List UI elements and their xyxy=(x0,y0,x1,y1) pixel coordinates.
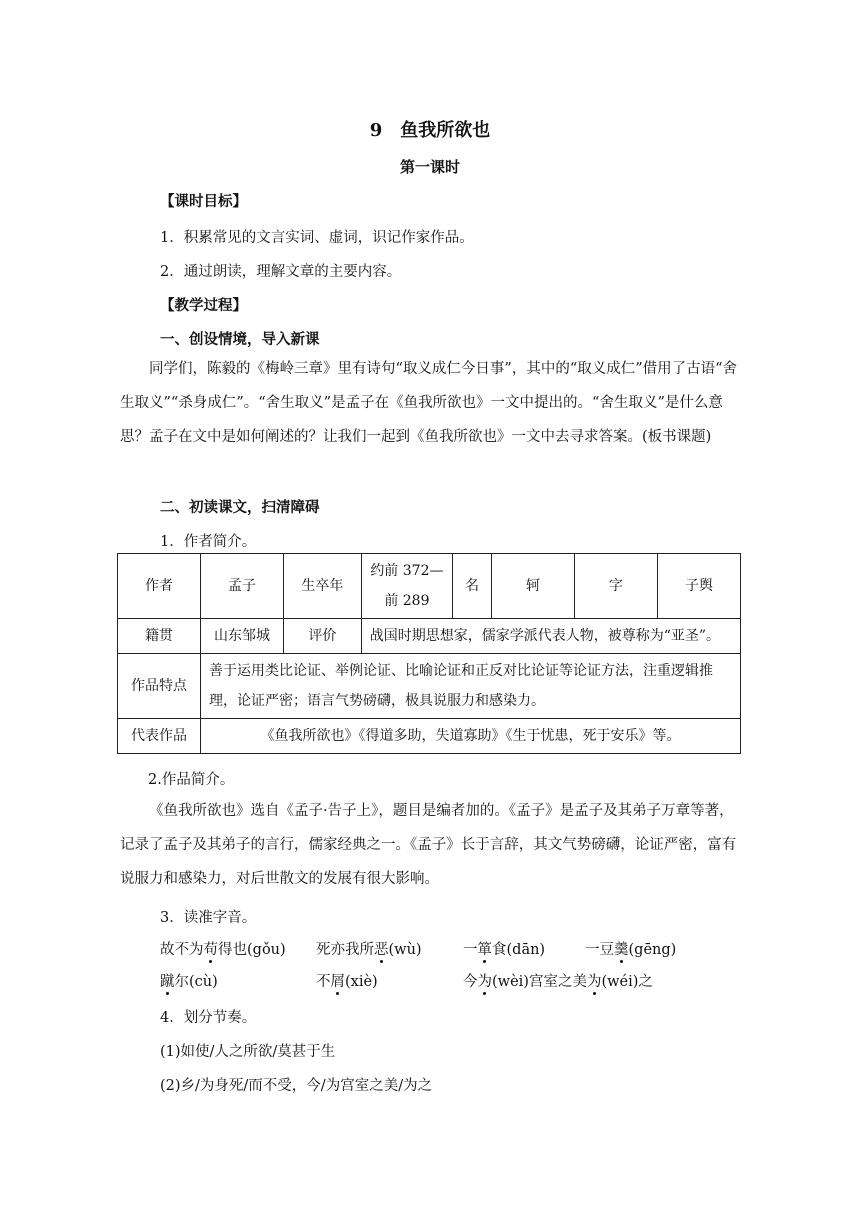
goal-1: 1．积累常见的文言实词、虚词，识记作家作品。 xyxy=(160,230,474,246)
pron-text: 故不为 xyxy=(160,942,204,958)
pron-text: 食(dān) xyxy=(492,942,546,958)
dotted-char: 为 xyxy=(478,970,493,991)
feature-label: 作品特点 xyxy=(118,654,201,719)
dotted-char: 屑 xyxy=(331,970,346,991)
years-line-2: 前 289 xyxy=(384,593,430,609)
section-2-heading: 二、初读课文，扫清障碍 xyxy=(160,499,320,516)
rhythm-1: (1)如使/人之所欲/莫甚于生 xyxy=(160,1044,336,1060)
section-1-paragraph xyxy=(120,352,740,454)
origin-value: 山东邹城 xyxy=(200,619,283,654)
name-label: 名 xyxy=(453,554,492,619)
goals-heading: 【课时目标】 xyxy=(160,193,247,210)
pron-text: 一豆 xyxy=(585,942,614,958)
pron-text: 一 xyxy=(463,942,478,958)
pron-text: 死亦我所 xyxy=(316,942,374,958)
works-value: 《鱼我所欲也》《得道多助，失道寡助》《生于忧患，死于安乐》等。 xyxy=(200,719,740,754)
rhythm-2: (2)乡/为身死/而不受，今/为宫室之美/为之 xyxy=(160,1078,433,1094)
pron-wu xyxy=(316,938,422,959)
author-value: 孟子 xyxy=(200,554,283,619)
item-1: 1．作者简介。 xyxy=(160,534,257,550)
section-1-text: 同学们，陈毅的《梅岭三章》里有诗句“取义成仁今日事”，其中的“取义成仁”借用了古语“舍生取义”“杀身成仁”。“舍生取义”是孟子在《鱼我所欲也》一文中提出的。“舍生取义”是什么意思？孟子在文中是如何阐述的？让我们一起到《鱼我所欲也》一文中去寻求答案。(板书课题) xyxy=(120,361,738,445)
dotted-char: 为 xyxy=(587,970,602,991)
table-row xyxy=(118,719,741,754)
pron-dan xyxy=(463,938,545,959)
years-value xyxy=(361,554,452,619)
goal-2: 2．通过朗读，理解文章的主要内容。 xyxy=(160,264,402,280)
dotted-char: 羹 xyxy=(614,938,629,959)
item-2-paragraph xyxy=(120,794,740,896)
pron-text: (wù) xyxy=(388,942,422,958)
pron-text: 不 xyxy=(316,974,331,990)
years-line-1: 约前 372— xyxy=(370,563,444,579)
lesson-subtitle: 第一课时 xyxy=(399,158,460,176)
dotted-char: 苟 xyxy=(204,938,219,959)
dotted-char: 蹴 xyxy=(160,970,175,991)
process-heading: 【教学过程】 xyxy=(160,297,247,314)
years-label: 生卒年 xyxy=(283,554,361,619)
pron-text: 今 xyxy=(463,974,478,990)
pron-text: (gēng) xyxy=(628,942,677,958)
dotted-char: 箪 xyxy=(478,938,493,959)
table-row xyxy=(118,654,741,719)
author-label: 作者 xyxy=(118,554,201,619)
pron-text: (wéi)之 xyxy=(601,974,653,990)
pron-cu xyxy=(160,970,218,991)
eval-label: 评价 xyxy=(283,619,361,654)
table-row xyxy=(118,619,741,654)
pron-text: (wèi)宫室之美 xyxy=(492,974,587,990)
origin-label: 籍贯 xyxy=(118,619,201,654)
pron-text: (xiè) xyxy=(345,974,378,990)
works-label: 代表作品 xyxy=(118,719,201,754)
section-1-heading: 一、创设情境，导入新课 xyxy=(160,331,320,348)
zi-label: 字 xyxy=(574,554,657,619)
item-2-text: 《鱼我所欲也》选自《孟子·告子上》，题目是编者加的。《孟子》是孟子及其弟子万章等著，记录了孟子及其弟子的言行，儒家经典之一。《孟子》长于言辞，其文气势磅礴，论证严密，富有说服力和感染力，对后世散文的发展有很大影响。 xyxy=(120,803,737,887)
pron-geng xyxy=(585,938,676,959)
eval-value: 战国时期思想家，儒家学派代表人物，被尊称为“亚圣”。 xyxy=(361,619,740,654)
lesson-title: 9 鱼我所欲也 xyxy=(369,120,491,141)
feature-value: 善于运用类比论证、举例论证、比喻论证和正反对比论证等论证方法，注重逻辑推理，论证严密；语言气势磅礴，极具说服力和感染力。 xyxy=(200,654,740,719)
item-2: 2.作品简介。 xyxy=(148,772,235,788)
pron-text: 尔(cù) xyxy=(174,974,218,990)
pron-gou xyxy=(160,938,286,959)
author-table xyxy=(117,553,741,754)
item-3: 3．读准字音。 xyxy=(160,910,257,926)
dotted-char: 恶 xyxy=(374,938,389,959)
pron-wei xyxy=(463,970,653,991)
pron-text: 得也(gǒu) xyxy=(218,942,286,958)
item-4: 4．划分节奏。 xyxy=(160,1010,257,1026)
zi-value: 子舆 xyxy=(657,554,740,619)
name-value: 轲 xyxy=(491,554,574,619)
pron-xie xyxy=(316,970,378,991)
table-row xyxy=(118,554,741,619)
